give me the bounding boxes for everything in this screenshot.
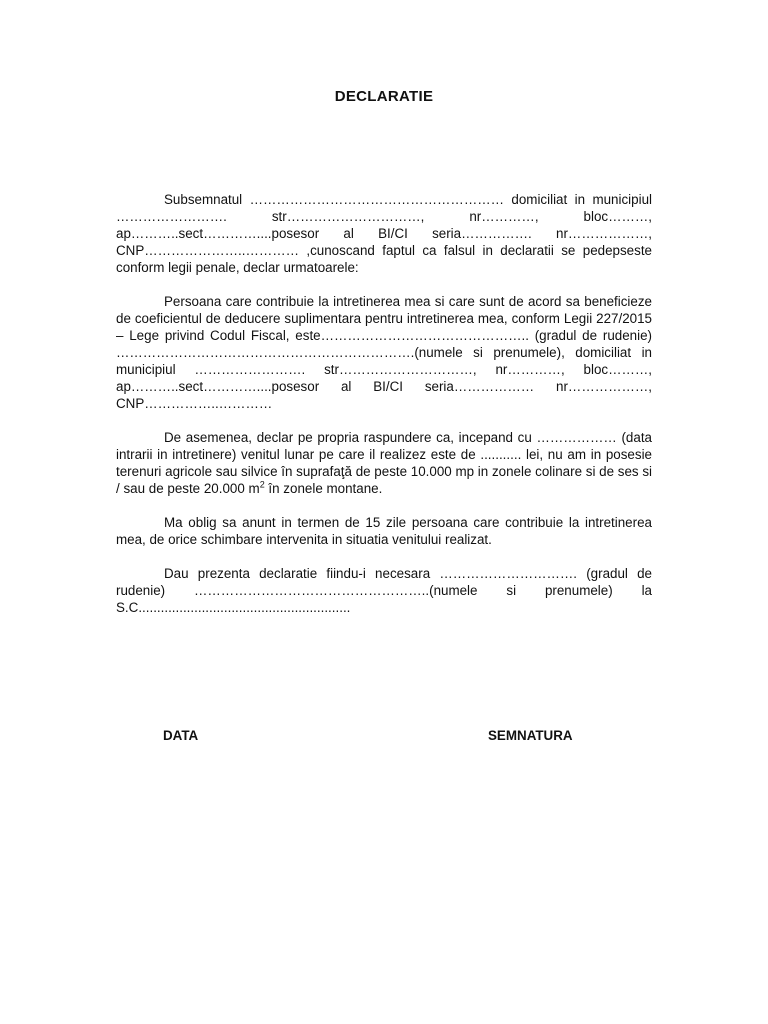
signature-label: SEMNATURA: [488, 728, 573, 743]
paragraph-income-tail: în zonele montane.: [264, 481, 383, 496]
paragraph-declarant-identity: Subsemnatul ………………………………………………… domiciliat in municipiul ……………………. str…………………………, nr…………, bloc………, ap………..sect…………....posesor al BI/CI seria……………. nr………………, CNP…………………..………… ,cunoscand faptul ca falsul in declaratii se pedepseste conform legii penale, declar urmatoarele:: [116, 192, 652, 275]
document-body: [116, 191, 652, 633]
paragraph-income-text: De asemenea, declar pe propria raspundere ca, incepand cu ……………… (data intrarii in intretinere) venitul lunar pe care il realizez este de ........... lei, nu am in posesie terenuri agricole sau silvice în suprafaţă de peste 10.000 mp in zonele colinare si de ses si / sau de peste 20.000 m: [116, 430, 652, 496]
paragraph-purpose: Dau prezenta declaratie fiindu-i necesara …………………………. (gradul de rudenie) ……………………………………………..(numele si prenumele) la S.C.........................................................: [116, 566, 652, 615]
paragraph-supporting-person: Persoana care contribuie la intretinerea mea si care sunt de acord sa beneficieze de coeficientul de deducere suplimentara pentru intretinerea mea, conform Legii 227/2015 – Lege privind Codul Fiscal, este……………………………………….. (gradul de rudenie) ………………………………………………………….(numele si prenumele), domiciliat in municipiul ……………………. str…………………………, nr…………, bloc………, ap………..sect…………....posesor al BI/CI seria……………… nr………………, CNP……………..…………: [116, 294, 652, 411]
paragraph-obligation: Ma oblig sa anunt in termen de 15 zile persoana care contribuie la intretinerea mea, de orice schimbare intervenita in situatia venitului realizat.: [116, 515, 652, 547]
document-title: DECLARATIE: [334, 88, 434, 105]
superscript-square: 2: [259, 479, 265, 490]
paragraph-income-statement: [116, 429, 652, 497]
date-label: DATA: [163, 728, 199, 743]
